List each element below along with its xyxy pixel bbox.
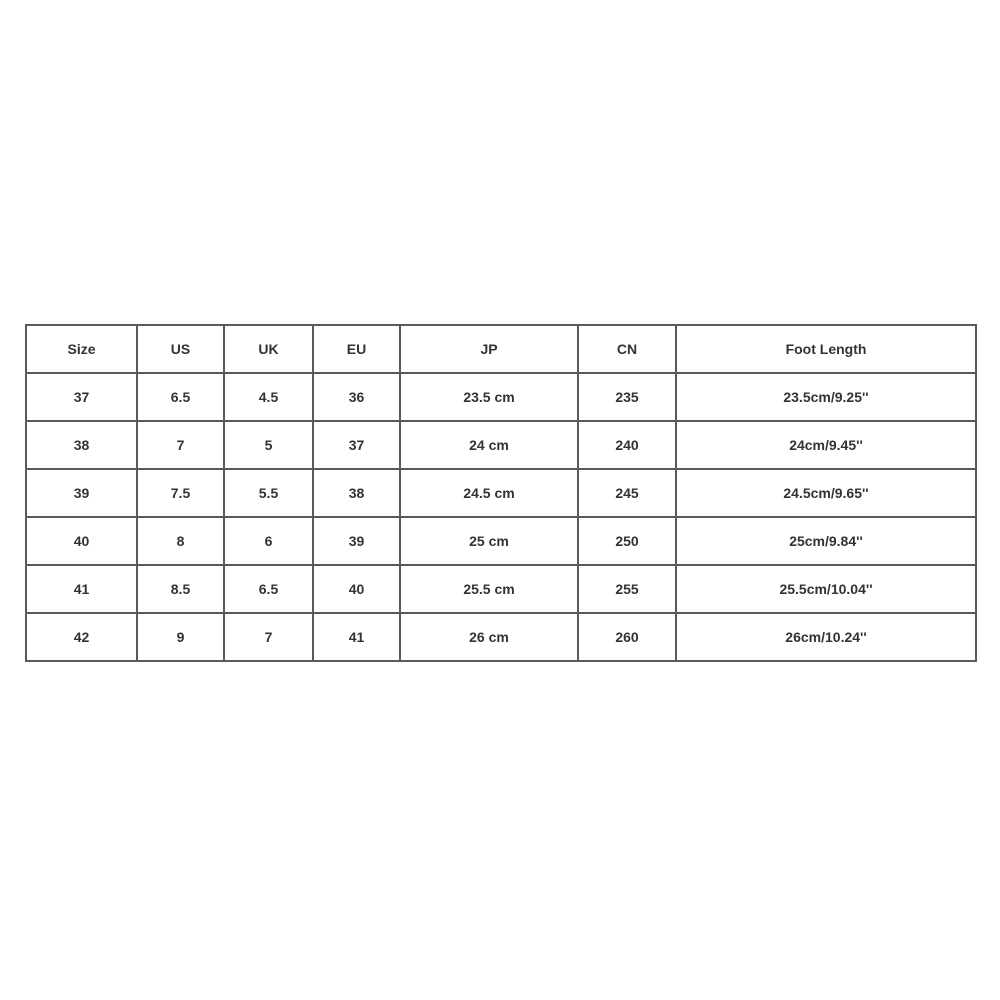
header-jp: JP bbox=[400, 325, 578, 373]
cell-cn: 255 bbox=[578, 565, 676, 613]
cell-us: 8 bbox=[137, 517, 224, 565]
cell-cn: 235 bbox=[578, 373, 676, 421]
table-row bbox=[26, 469, 976, 517]
cell-foot-length: 26cm/10.24'' bbox=[676, 613, 976, 661]
header-us: US bbox=[137, 325, 224, 373]
table-row bbox=[26, 421, 976, 469]
cell-foot-length: 25.5cm/10.04'' bbox=[676, 565, 976, 613]
cell-cn: 245 bbox=[578, 469, 676, 517]
cell-uk: 7 bbox=[224, 613, 313, 661]
cell-us: 8.5 bbox=[137, 565, 224, 613]
cell-jp: 24.5 cm bbox=[400, 469, 578, 517]
cell-size: 42 bbox=[26, 613, 137, 661]
cell-jp: 25.5 cm bbox=[400, 565, 578, 613]
cell-eu: 39 bbox=[313, 517, 400, 565]
table-row bbox=[26, 613, 976, 661]
cell-eu: 38 bbox=[313, 469, 400, 517]
cell-size: 39 bbox=[26, 469, 137, 517]
cell-uk: 5 bbox=[224, 421, 313, 469]
cell-size: 40 bbox=[26, 517, 137, 565]
header-foot-length: Foot Length bbox=[676, 325, 976, 373]
cell-uk: 5.5 bbox=[224, 469, 313, 517]
cell-foot-length: 25cm/9.84'' bbox=[676, 517, 976, 565]
cell-size: 41 bbox=[26, 565, 137, 613]
table-row bbox=[26, 565, 976, 613]
cell-us: 7.5 bbox=[137, 469, 224, 517]
cell-eu: 37 bbox=[313, 421, 400, 469]
cell-uk: 6 bbox=[224, 517, 313, 565]
cell-foot-length: 24cm/9.45'' bbox=[676, 421, 976, 469]
cell-jp: 23.5 cm bbox=[400, 373, 578, 421]
cell-us: 9 bbox=[137, 613, 224, 661]
header-row bbox=[26, 325, 976, 373]
table-row bbox=[26, 517, 976, 565]
header-eu: EU bbox=[313, 325, 400, 373]
cell-cn: 260 bbox=[578, 613, 676, 661]
size-chart-table bbox=[25, 324, 977, 662]
cell-eu: 36 bbox=[313, 373, 400, 421]
cell-eu: 41 bbox=[313, 613, 400, 661]
cell-uk: 4.5 bbox=[224, 373, 313, 421]
header-uk: UK bbox=[224, 325, 313, 373]
cell-cn: 250 bbox=[578, 517, 676, 565]
cell-size: 37 bbox=[26, 373, 137, 421]
header-cn: CN bbox=[578, 325, 676, 373]
cell-jp: 26 cm bbox=[400, 613, 578, 661]
cell-eu: 40 bbox=[313, 565, 400, 613]
cell-size: 38 bbox=[26, 421, 137, 469]
cell-cn: 240 bbox=[578, 421, 676, 469]
cell-jp: 24 cm bbox=[400, 421, 578, 469]
header-size: Size bbox=[26, 325, 137, 373]
cell-foot-length: 24.5cm/9.65'' bbox=[676, 469, 976, 517]
cell-us: 6.5 bbox=[137, 373, 224, 421]
cell-uk: 6.5 bbox=[224, 565, 313, 613]
cell-foot-length: 23.5cm/9.25'' bbox=[676, 373, 976, 421]
cell-jp: 25 cm bbox=[400, 517, 578, 565]
table-row bbox=[26, 373, 976, 421]
cell-us: 7 bbox=[137, 421, 224, 469]
